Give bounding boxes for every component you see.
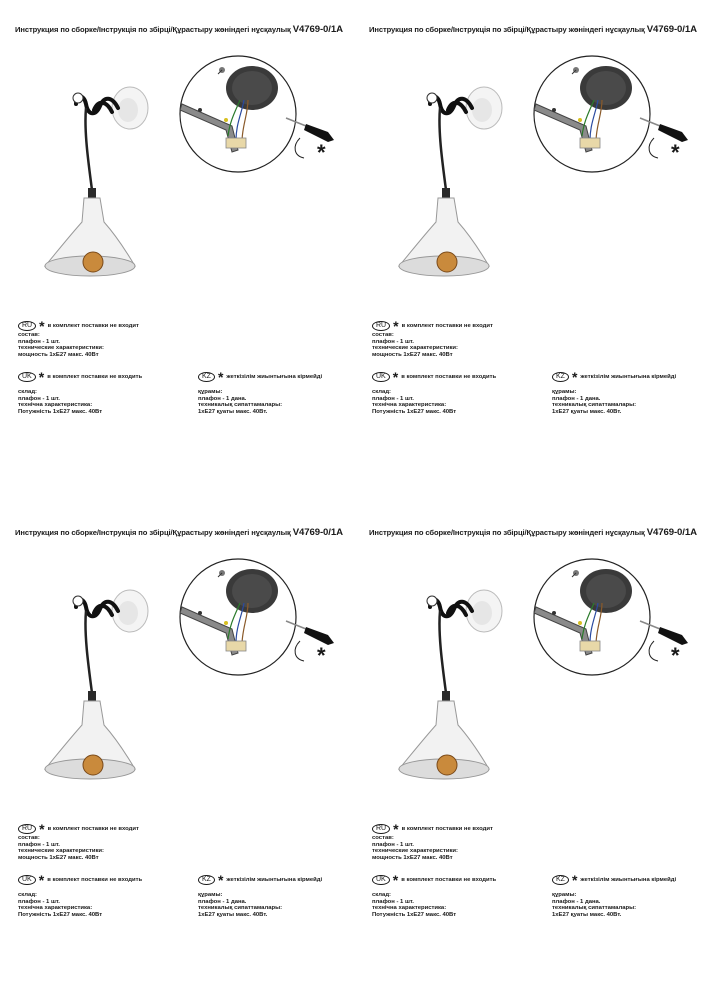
lang-badge-kz: KZ: [198, 875, 215, 885]
composition-line: құрамы:: [552, 389, 577, 395]
composition-line: техникалық сипаттамалары:: [198, 905, 283, 912]
model-code: V4769-0/1A: [646, 527, 697, 538]
not-included-note: в комплект поставки не входить: [401, 373, 497, 380]
composition-line: плафон - 1 дана.: [198, 898, 247, 905]
composition-line: плафон - 1 шт.: [372, 338, 414, 345]
socket: [442, 691, 450, 701]
bulb: [83, 755, 103, 775]
model-code: V4769-0/1A: [292, 24, 343, 35]
composition-line: склад:: [372, 892, 392, 898]
bulb: [83, 252, 103, 272]
star-mark: *: [393, 318, 399, 334]
composition-line: состав:: [18, 835, 40, 841]
star-mark: *: [38, 369, 45, 385]
lang-badge-kz: KZ: [552, 875, 569, 885]
section-ru: [18, 823, 139, 861]
lang-badge-uk: UK: [18, 372, 36, 382]
not-included-note: в комплект поставки не входить: [47, 876, 143, 883]
section-kz: [198, 874, 322, 918]
composition-line: 1хE27 қуаты макс. 40Вт.: [198, 911, 268, 918]
lang-badge-ru: RU: [18, 824, 36, 834]
screwdriver-star-mark: *: [317, 140, 326, 165]
composition-line: техникалық сипаттамалары:: [552, 905, 637, 912]
not-included-note: жеткізілім жиынтығына кірмейді: [226, 876, 323, 883]
not-included-note: жеткізілім жиынтығына кірмейді: [580, 373, 677, 380]
star-mark: *: [571, 369, 578, 385]
composition-line: состав:: [372, 332, 394, 338]
instruction-panel-3: [0, 503, 350, 998]
star-mark: *: [571, 872, 578, 888]
model-code: V4769-0/1A: [646, 24, 697, 35]
socket: [88, 691, 96, 701]
assembly-detail: [534, 559, 688, 675]
lang-badge-kz: KZ: [198, 372, 215, 382]
section-kz: [552, 371, 676, 415]
composition-line: технічна характеристика:: [372, 402, 447, 409]
section-uk: [18, 874, 142, 918]
title-text: Инструкция по сборке/Інструкція по збірці/Құрастыру жөніндегі нұсқаулық: [369, 528, 645, 537]
star-mark: *: [217, 872, 224, 888]
lang-badge-ru: RU: [372, 824, 390, 834]
composition-line: технические характеристики:: [372, 848, 458, 855]
lang-badge-kz: KZ: [552, 372, 569, 382]
composition-line: 1хE27 қуаты макс. 40Вт.: [198, 408, 268, 415]
composition-line: Потужність 1хE27 макс. 40Вт: [18, 911, 103, 918]
composition-line: технические характеристики:: [372, 345, 458, 352]
lang-badge-uk: UK: [18, 875, 36, 885]
lamp-illustration: [0, 503, 350, 803]
star-mark: *: [39, 821, 45, 837]
composition-line: құрамы:: [198, 892, 223, 898]
assembly-detail: [180, 56, 334, 172]
instruction-panel-2: [354, 0, 704, 495]
composition-line: техникалық сипаттамалары:: [198, 402, 283, 409]
composition-line: склад:: [372, 389, 392, 395]
lang-badge-uk: UK: [372, 372, 390, 382]
assembly-detail: [534, 56, 688, 172]
section-kz: [552, 874, 676, 918]
instruction-panel-1: [0, 0, 350, 495]
lang-badge-uk: UK: [372, 875, 390, 885]
composition-line: технические характеристики:: [18, 848, 104, 855]
composition-line: Потужність 1хE27 макс. 40Вт: [372, 408, 457, 415]
composition-line: техникалық сипаттамалары:: [552, 402, 637, 409]
composition-line: 1хE27 қуаты макс. 40Вт.: [552, 408, 622, 415]
hanging-cord: [85, 611, 92, 693]
composition-line: плафон - 1 шт.: [372, 898, 414, 905]
not-included-note: в комплект поставки не входить: [47, 373, 143, 380]
model-code: V4769-0/1A: [292, 527, 343, 538]
composition-line: плафон - 1 шт.: [18, 898, 60, 905]
socket: [442, 188, 450, 198]
lamp-illustration: [0, 0, 350, 300]
star-mark: *: [217, 369, 224, 385]
section-ru: [18, 320, 139, 358]
screwdriver-star-mark: *: [671, 140, 680, 165]
hanging-cord: [439, 108, 446, 190]
composition-line: плафон - 1 шт.: [372, 395, 414, 402]
section-uk: [372, 874, 496, 918]
composition-line: мощность 1хE27 макс. 40Вт: [372, 854, 453, 861]
composition-line: Потужність 1хE27 макс. 40Вт: [18, 408, 103, 415]
lang-badge-ru: RU: [372, 321, 390, 331]
composition-line: технические характеристики:: [18, 345, 104, 352]
composition-line: плафон - 1 шт.: [18, 841, 60, 848]
star-mark: *: [393, 821, 399, 837]
composition-line: құрамы:: [198, 389, 223, 395]
composition-line: құрамы:: [552, 892, 577, 898]
bulb: [437, 755, 457, 775]
not-included-note: в комплект поставки не входит: [401, 322, 493, 329]
not-included-note: жеткізілім жиынтығына кірмейді: [580, 876, 677, 883]
not-included-note: жеткізілім жиынтығына кірмейді: [226, 373, 323, 380]
assembly-detail: [180, 559, 334, 675]
not-included-note: в комплект поставки не входит: [47, 322, 139, 329]
hanging-cord: [439, 611, 446, 693]
composition-line: плафон - 1 шт.: [372, 841, 414, 848]
composition-line: 1хE27 қуаты макс. 40Вт.: [552, 911, 622, 918]
composition-line: мощность 1хE27 макс. 40Вт: [18, 351, 99, 358]
composition-line: Потужність 1хE27 макс. 40Вт: [372, 911, 457, 918]
composition-line: технічна характеристика:: [18, 402, 93, 409]
section-uk: [18, 371, 142, 415]
composition-line: плафон - 1 дана.: [552, 395, 601, 402]
section-uk: [372, 371, 496, 415]
star-mark: *: [392, 369, 399, 385]
composition-line: состав:: [372, 835, 394, 841]
composition-line: плафон - 1 дана.: [552, 898, 601, 905]
composition-line: технічна характеристика:: [18, 905, 93, 912]
screwdriver-star-mark: *: [671, 643, 680, 668]
section-ru: [372, 823, 493, 861]
bulb: [437, 252, 457, 272]
lang-badge-ru: RU: [18, 321, 36, 331]
composition-line: технічна характеристика:: [372, 905, 447, 912]
lamp-illustration: [354, 503, 704, 803]
screwdriver-star-mark: *: [317, 643, 326, 668]
not-included-note: в комплект поставки не входит: [47, 825, 139, 832]
composition-line: состав:: [18, 332, 40, 338]
composition-line: мощность 1хE27 макс. 40Вт: [18, 854, 99, 861]
hanging-cord: [85, 108, 92, 190]
composition-line: склад:: [18, 389, 38, 395]
section-kz: [198, 371, 322, 415]
title-text: Инструкция по сборке/Інструкція по збірці/Құрастыру жөніндегі нұсқаулық: [369, 25, 645, 34]
lamp-illustration: [354, 0, 704, 300]
instruction-panel-4: [354, 503, 704, 998]
composition-line: плафон - 1 шт.: [18, 395, 60, 402]
composition-line: мощность 1хE27 макс. 40Вт: [372, 351, 453, 358]
composition-line: плафон - 1 дана.: [198, 395, 247, 402]
title-text: Инструкция по сборке/Інструкція по збірці/Құрастыру жөніндегі нұсқаулық: [15, 25, 291, 34]
composition-line: плафон - 1 шт.: [18, 338, 60, 345]
title-text: Инструкция по сборке/Інструкція по збірці/Құрастыру жөніндегі нұсқаулық: [15, 528, 291, 537]
not-included-note: в комплект поставки не входит: [401, 825, 493, 832]
star-mark: *: [39, 318, 45, 334]
socket: [88, 188, 96, 198]
composition-line: склад:: [18, 892, 38, 898]
star-mark: *: [392, 872, 399, 888]
star-mark: *: [38, 872, 45, 888]
not-included-note: в комплект поставки не входить: [401, 876, 497, 883]
section-ru: [372, 320, 493, 358]
